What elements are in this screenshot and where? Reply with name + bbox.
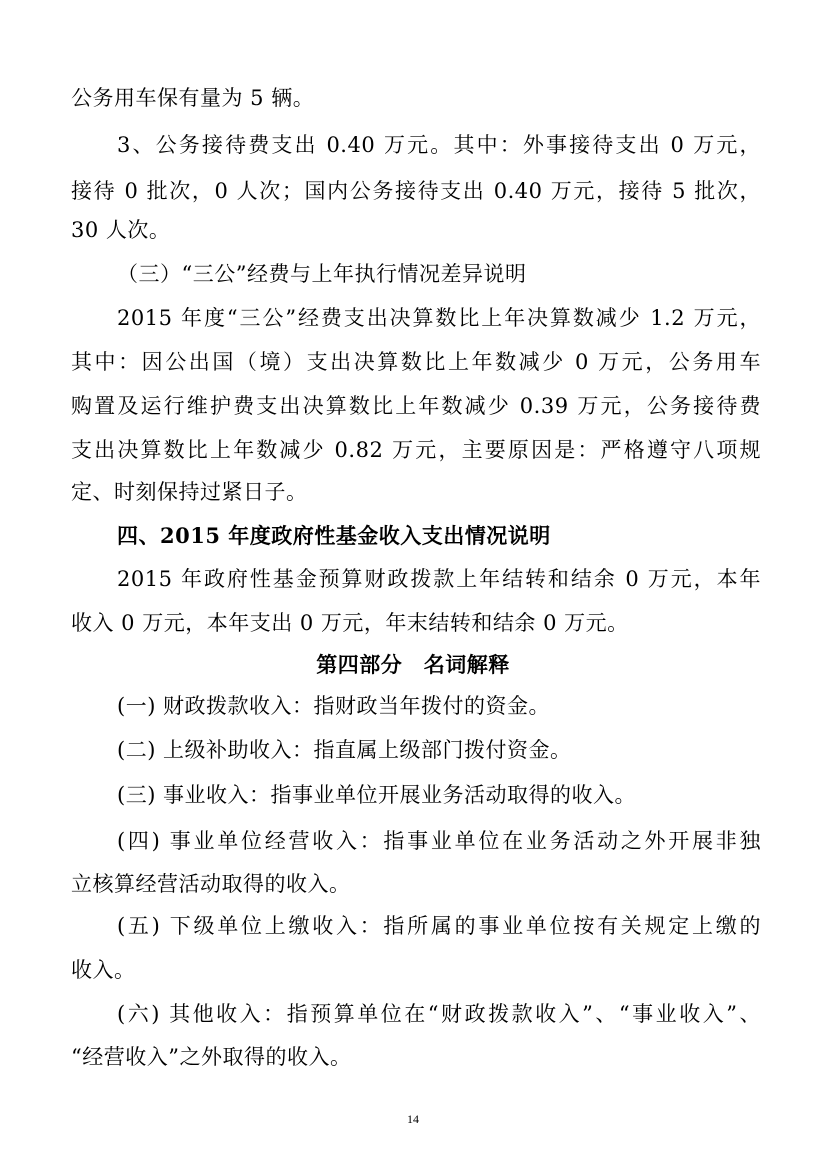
paragraph-line: 30 人次。	[71, 218, 171, 242]
paragraph-line: 2015 年政府性基金预算财政拨款上年结转和结余 0 万元，本年	[117, 567, 761, 591]
definition-item: (二) 上级补助收入：指直属上级部门拨付资金。	[117, 738, 572, 762]
definition-item-continuation: “经营收入”之外取得的收入。	[71, 1045, 352, 1069]
section-heading: 四、2015 年度政府性基金收入支出情况说明	[117, 523, 551, 548]
section-subheading: （三）“三公”经费与上年执行情况差异说明	[117, 262, 527, 286]
paragraph-line: 接待 0 批次，0 人次；国内公务接待支出 0.40 万元，接待 5 批次，	[71, 179, 761, 203]
paragraph-line: 3、公务接待费支出 0.40 万元。其中：外事接待支出 0 万元，	[117, 133, 761, 157]
paragraph-line: 支出决算数比上年数减少 0.82 万元，主要原因是：严格遵守八项规	[71, 438, 761, 462]
part-title: 第四部分 名词解释	[316, 652, 510, 677]
definition-item: (一) 财政拨款收入：指财政当年拨付的资金。	[117, 694, 551, 718]
paragraph-line: 公务用车保有量为 5 辆。	[71, 86, 315, 110]
page-number: 14	[407, 1112, 419, 1126]
paragraph-line: 购置及运行维护费支出决算数比上年数减少 0.39 万元，公务接待费	[71, 394, 761, 418]
definition-item: (三) 事业收入：指事业单位开展业务活动取得的收入。	[117, 783, 637, 807]
definition-item: (六) 其他收入：指预算单位在“财政拨款收入”、“事业收入”、	[117, 1002, 761, 1026]
definition-item: (五) 下级单位上缴收入：指所属的事业单位按有关规定上缴的	[117, 914, 761, 938]
definition-item: (四) 事业单位经营收入：指事业单位在业务活动之外开展非独	[117, 829, 761, 853]
paragraph-line: 2015 年度“三公”经费支出决算数比上年决算数减少 1.2 万元，	[117, 306, 761, 330]
paragraph-line: 其中：因公出国（境）支出决算数比上年数减少 0 万元，公务用车	[71, 350, 761, 374]
definition-item-continuation: 收入。	[71, 958, 136, 982]
definition-item-continuation: 立核算经营活动取得的收入。	[71, 872, 351, 896]
paragraph-line: 定、时刻保持过紧日子。	[71, 480, 308, 504]
paragraph-line: 收入 0 万元，本年支出 0 万元，年末结转和结余 0 万元。	[71, 611, 629, 635]
